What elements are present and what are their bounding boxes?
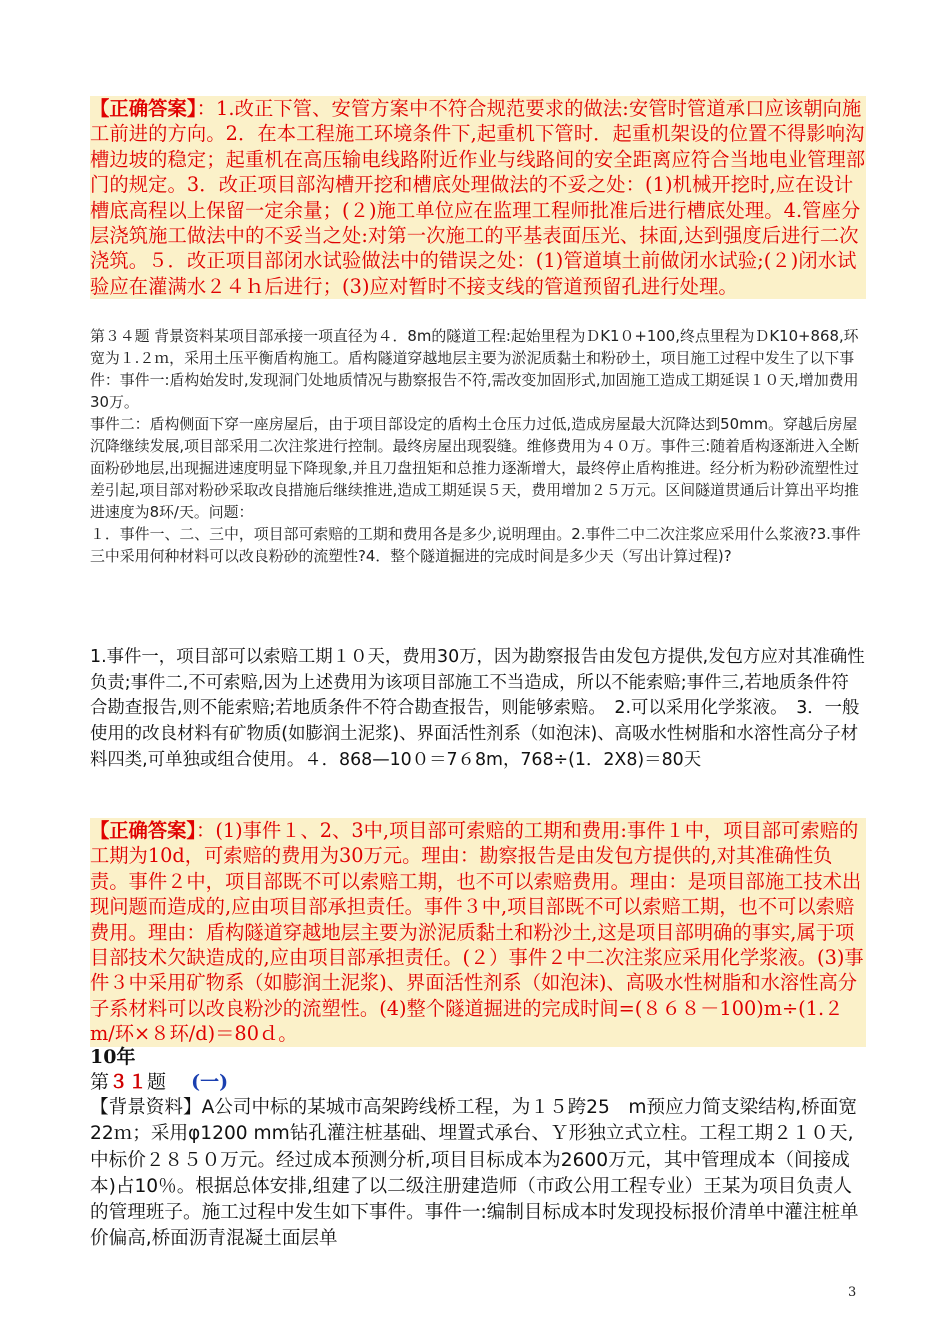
answer-text: ：(1)事件１、2、3中,项目部可索赔的工期和费用:事件１中，项目部可索赔的工期为10d，可索赔的费用为30万元。理由：勘察报告是由发包方提供的,对其准确性负责。事件２中，项目部既不可以索赔工期，也不可以索赔费用。理由：是项目部施工技术出现问题而造成的,应由项目部承担责任。事件３中,项目部既不可以索赔工期，也不可以索赔费用。理由：盾构隧道穿越地层主要为淤泥质黏土和粉沙土,这是项目部明确的事实,属于项目部技术欠缺造成的,应由项目部承担责任。(２）事件２中二次注浆应采用化学浆液。(3)事件３中采用矿物系（如膨润土泥浆)、界面活性剂系（如泡沫)、高吸水性树脂和水溶性高分子系材料可以改良粉沙的流塑性。(4)整个隧道掘进的完成时间=(８６８－100)m÷(1.２m/环×８环/d)＝80ｄ。 [90,819,864,1046]
response-paragraph [90,645,866,774]
question-31-heading [90,1070,866,1094]
question-suffix: 题 [147,1071,167,1093]
answer-label: 【正确答案】 [90,819,197,842]
answer-text: ：1.改正下管、安管方案中不符合规范要求的做法:安管时管道承口应该朝向施工前进的方向。2．在本工程施工环境条件下,起重机下管时．起重机架设的位置不得影响沟槽边坡的稳定；起重机在高压输电线路附近作业与线路间的安全距离应符合当地电业管理部门的规定。3．改正项目部沟槽开挖和槽底处理做法的不妥之处：(1)机械开挖时,应在设计槽底高程以上保留一定余量；(２)施工单位应在监理工程师批准后进行槽底处理。4.管座分层浇筑施工做法中的不妥当之处:对第一次施工的平基表面压光、抹面,达到强度后进行二次浇筑。５．改正项目部闭水试验做法中的错误之处：(1)管道填土前做闭水试验;(２)闭水试验应在灌满水２４ｈ后进行；(3)应对暂时不接支线的管道预留孔进行处理。 [90,97,866,298]
question-sub-number: (一) [191,1071,229,1093]
question-34-intro: 第３４题 背景资料某项目部承接一项直径为４．8m的隧道工程:起始里程为ＤK1０+100,终点里程为ＤK10+868,环宽为１.２ｍ，采用土压平衡盾构施工。盾构隧道穿越地层主要为淤泥质黏土和粉砂土，项目施工过程中发生了以下事件：事件一:盾构始发时,发现洞门处地质情况与勘察报告不符,需改变加固形式,加固施工造成工期延误１０天,增加费用30万。 [90,327,859,411]
question-34-event-two: 事件二：盾构侧面下穿一座房屋后，由于项目部设定的盾构土仓压力过低,造成房屋最大沉降达到50mm。穿越后房屋沉降继续发展,项目部采用二次注浆进行控制。最终房屋出现裂缝。维修费用为４０万。事件三:随着盾构逐渐进入全断面粉砂地层,出现掘进速度明显下降现象,并且刀盘扭矩和总推力逐渐增大，最终停止盾构推进。经分析为粉砂流塑性过差引起,项目部对粉砂采取改良措施后继续推进,造成工期延误５天，费用增加２５万元。区间隧道贯通后计算出平均推进速度为8环/天。问题： [90,415,860,521]
answer-label: 【正确答案】 [90,97,197,120]
response-text: 1.事件一，项目部可以索赔工期１０天，费用30万，因为勘察报告由发包方提供,发包方应对其准确性负责;事件二,不可索赔,因为上述费用为该项目部施工不当造成，所以不能索赔;事件三,若地质条件符合勘查报告,则不能索赔;若地质条件不符合勘查报告，则能够索赔。 2.可以采用化学浆液。 3．一般使用的改良材料有矿物质(如膨润土泥浆)、界面活性剂系（如泡沫)、高吸水性树脂和水溶性高分子材料四类,可单独或组合使用。４．868—10０＝7６8m，768÷(1．2X8)＝80天 [90,647,865,770]
question-prefix: 第 [90,1071,110,1093]
correct-answer-block-2 [90,818,866,1047]
question-34-questions: １．事件一、二、三中，项目部可索赔的工期和费用各是多少,说明理由。2.事件二中二次注浆应采用什么浆液?3.事件三中采用何种材料可以改良粉砂的流塑性?4．整个隧道掘进的完成时间是多少天（写出计算过程)? [90,525,861,565]
page-number: 3 [848,1285,857,1300]
background-text: 【背景资料】A公司中标的某城市高架跨线桥工程，为１５跨25 m预应力简支梁结构,桥面宽22ｍ；采用φ1200 mm钻孔灌注桩基础、埋置式承台、Ｙ形独立式立柱。工程工期２１０天,中标价２８５０万元。经过成本预测分析,项目目标成本为2600万元，其中管理成本（间接成本)占10％。根据总体安排,组建了以二级注册建造师（市政公用工程专业）王某为项目负责人的管理班子。施工过程中发生如下事件。事件一:编制目标成本时发现投标报价清单中灌注桩单价偏高,桥面沥青混凝土面层单 [90,1097,859,1250]
question-number: ３１ [109,1071,148,1093]
correct-answer-block-1 [90,96,866,299]
question-34-background [90,325,866,567]
year-heading: 10年 [90,1046,136,1068]
question-31-background [90,1095,866,1253]
